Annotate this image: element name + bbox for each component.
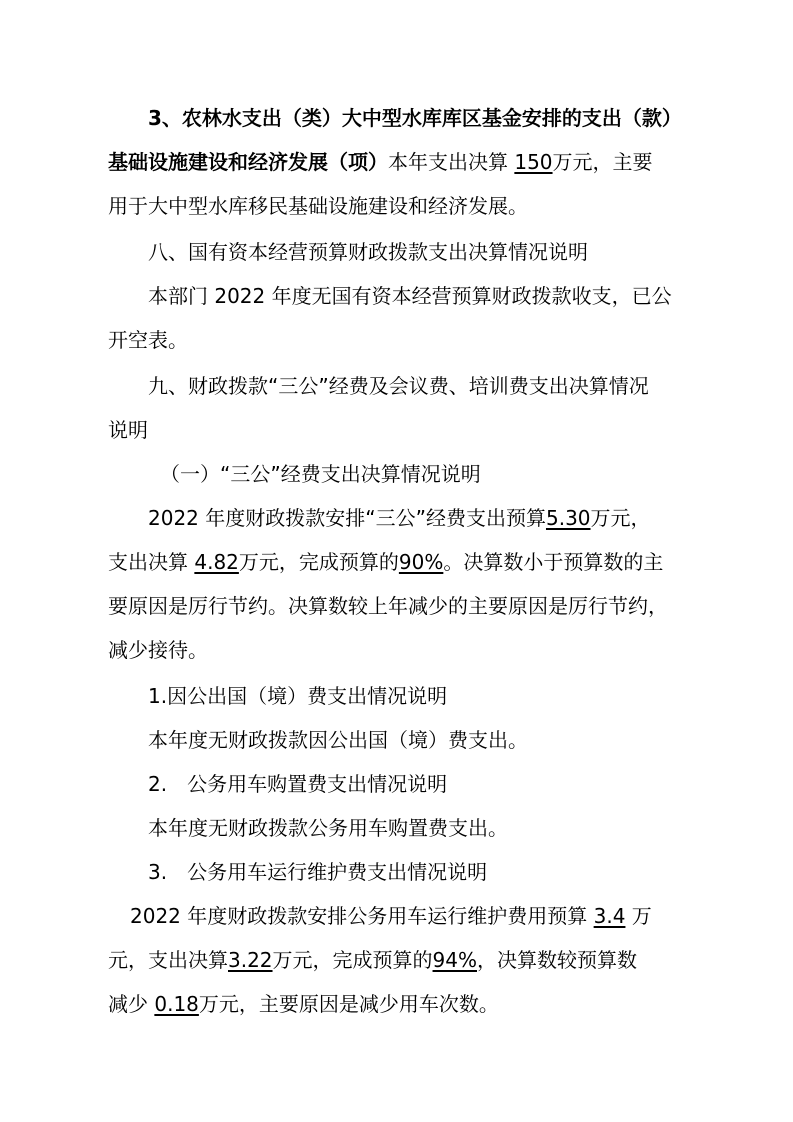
section3-text-a: 本年支出决算: [388, 150, 508, 174]
section3-line1: 3、农林水支出（类）大中型水库库区基金安排的支出（款）: [148, 106, 682, 130]
vehicle-budget-amount: 3.4: [593, 904, 626, 928]
vehicle-completion-percent: 94%: [432, 948, 477, 972]
section9-para-line2: [108, 548, 708, 576]
item3-l2-text-c: ，决算数较预算数: [476, 948, 637, 972]
section3-amount: 150: [514, 150, 553, 174]
section9-para-line4: 减少接待。: [108, 638, 208, 662]
section9-para-line3: 要原因是厉行节约。决算数较上年减少的主要原因是厉行节约，: [108, 594, 668, 618]
completion-percent: 90%: [398, 550, 444, 574]
p1-text-b: 万元，: [590, 506, 651, 530]
item1-title: 1.因公出国（境）费支出情况说明: [148, 684, 448, 708]
section9-para-line1: [148, 504, 748, 532]
item3-l1-text-b: 万: [631, 904, 652, 928]
item3-l1-text-a: 2022 年度财政拨款安排公务用车运行维护费用预算: [130, 904, 588, 928]
budget-amount: 5.30: [545, 506, 591, 530]
section9-heading-line1: 九、财政拨款“三公”经费及会议费、培训费支出决算情况: [148, 374, 649, 398]
p2-text-a: 支出决算: [108, 550, 188, 574]
section9-subheading: （一）“三公”经费支出决算情况说明: [160, 462, 481, 486]
p2-text-b: 万元，完成预算的: [238, 550, 399, 574]
item3-l3-text-b: 万元，主要原因是减少用车次数。: [198, 992, 499, 1016]
vehicle-decrease-amount: 0.18: [154, 992, 199, 1016]
section3-line3: 用于大中型水库移民基础设施建设和经济发展。: [108, 194, 528, 218]
vehicle-actual-amount: 3.22: [228, 948, 273, 972]
section8-para-line2: 开空表。: [108, 328, 188, 352]
section9-heading-line2: 说明: [108, 418, 148, 442]
item3-line2: [108, 946, 708, 974]
item3-l2-text-b: 万元，完成预算的: [272, 948, 433, 972]
item3-l2-text-a: 元，支出决算: [108, 948, 228, 972]
section3-text-b: 万元，主要: [552, 150, 653, 174]
item2-text: 本年度无财政拨款公务用车购置费支出。: [148, 816, 508, 840]
p2-text-c: 。决算数小于预算数的主: [443, 550, 664, 574]
p1-text-a: 2022 年度财政拨款安排“三公”经费支出预算: [148, 506, 546, 530]
actual-amount: 4.82: [194, 550, 239, 574]
section8-heading: 八、国有资本经营预算财政拨款支出决算情况说明: [148, 240, 588, 264]
section3-line2: [108, 148, 708, 176]
section3-item-title: 基础设施建设和经济发展（项）: [108, 150, 388, 174]
item3-line3: [108, 990, 708, 1018]
item1-text: 本年度无财政拨款因公出国（境）费支出。: [148, 728, 528, 752]
item3-title: 3. 公务用车运行维护费支出情况说明: [148, 860, 488, 884]
item3-line1: [130, 902, 730, 930]
section8-para-line1: 本部门 2022 年度无国有资本经营预算财政拨款收支，已公: [148, 284, 672, 308]
item3-l3-text-a: 减少: [108, 992, 148, 1016]
item2-title: 2. 公务用车购置费支出情况说明: [148, 772, 448, 796]
